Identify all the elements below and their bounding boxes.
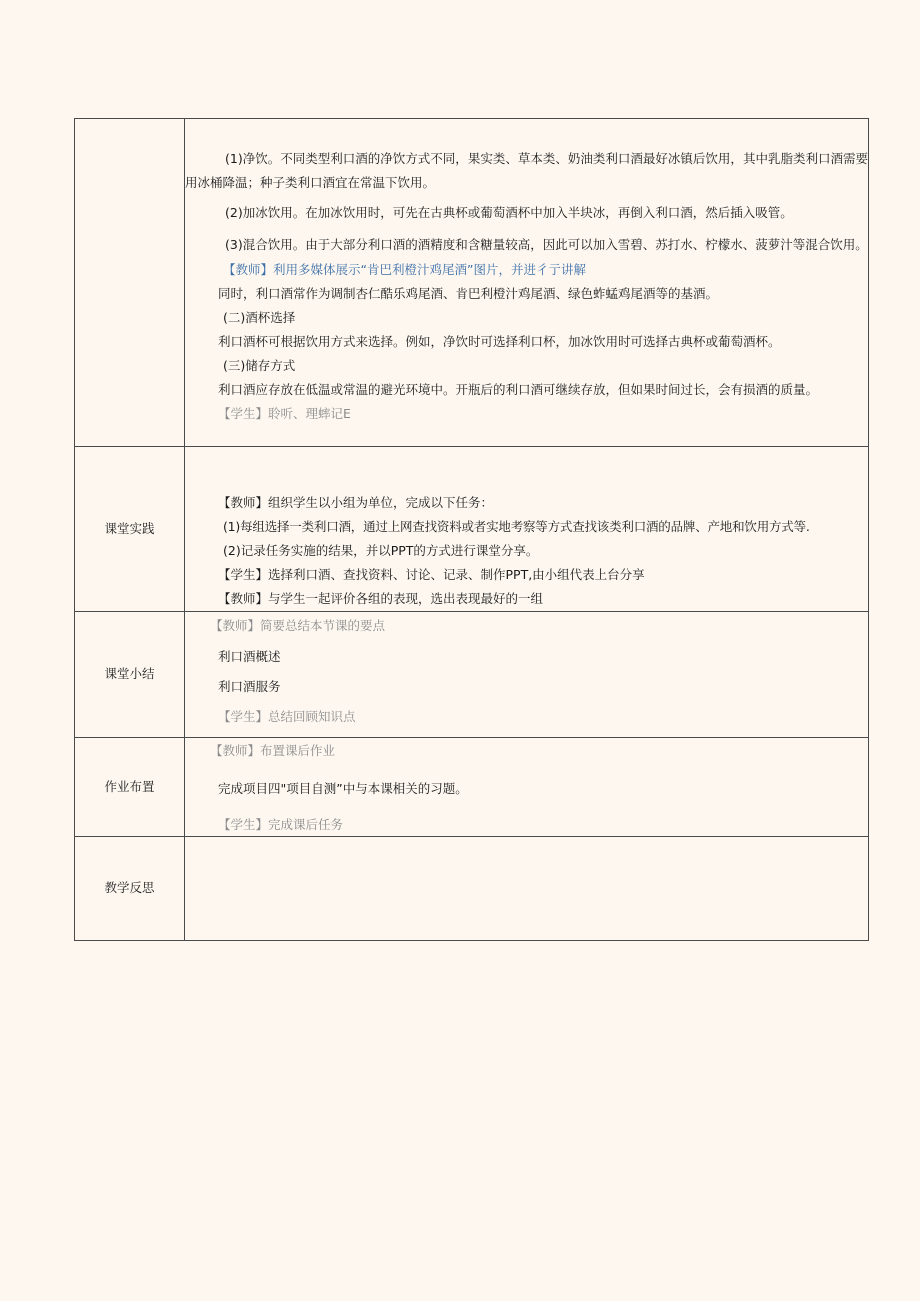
row-content — [185, 738, 869, 837]
row-content-empty — [185, 837, 869, 941]
lesson-plan-table — [74, 118, 869, 941]
row-label: 课堂实践 — [75, 447, 185, 612]
table-row — [75, 612, 869, 738]
teacher-task-text: 【教师】组织学生以小组为单位，完成以下任务： — [218, 495, 494, 510]
row-label: 作业布置 — [75, 738, 185, 837]
row-content — [185, 447, 869, 612]
glass-selection-heading: (二)酒杯选择 — [223, 310, 296, 325]
student-note: 【学生】聆听、理蟀记E — [218, 406, 351, 421]
summary-point-1: 利口酒概述 — [218, 649, 281, 664]
glass-selection-text: 利口酒杯可根据饮用方式来选择。例如，净饮时可选择利口杯，加冰饮用时可选择古典杯或葡萄酒杯。 — [218, 334, 781, 349]
teacher-summary-note: 【教师】简要总结本节课的要点 — [210, 618, 386, 633]
table-row — [75, 738, 869, 837]
row-label: 教学反思 — [75, 837, 185, 941]
row-content — [185, 612, 869, 738]
summary-point-2: 利口酒服务 — [218, 679, 281, 694]
row-content — [185, 119, 869, 447]
table-row — [75, 447, 869, 612]
row-label — [75, 119, 185, 447]
serving-neat-paragraph: (1)净饮。不同类型利口酒的净饮方式不同，果实类、草本类、奶油类利口酒最好冰镇后饮用，其中乳脂类利口酒需要用冰桶降温；种子类利口酒宜在常温下饮用。 — [185, 151, 868, 190]
homework-text: 完成项目四"项目自测”中与本课相关的习题。 — [218, 781, 468, 796]
task-item-2: (2)记录任务实施的结果，并以PPT的方式进行课堂分享。 — [223, 543, 539, 558]
teacher-homework-note: 【教师】布置课后作业 — [210, 743, 336, 758]
row-label: 课堂小结 — [75, 612, 185, 738]
student-homework-note: 【学生】完成课后任务 — [218, 817, 344, 832]
storage-heading: (三)储存方式 — [223, 358, 296, 373]
teacher-evaluation-text: 【教师】与学生一起评价各组的表现，选出表现最好的一组 — [218, 591, 544, 606]
student-activity-text: 【学生】选择利口酒、查找资料、讨论、记录、制作PPT,由小组代表上台分享 — [218, 567, 645, 582]
student-review-note: 【学生】总结回顾知识点 — [218, 709, 356, 724]
base-wine-text: 同时，利口酒常作为调制杏仁酷乐鸡尾酒、肯巴利橙汁鸡尾酒、绿色蚱蜢鸡尾酒等的基酒。 — [218, 286, 719, 301]
task-item-1: (1)每组选择一类利口酒，通过上网查找资料或者实地考察等方式查找该类利口酒的品牌、产地和饮用方式等. — [223, 519, 810, 534]
serving-ice-paragraph: (2)加冰饮用。在加冰饮用时，可先在古典杯或葡萄酒杯中加入半块冰，再倒入利口酒，然后插入吸管。 — [225, 205, 793, 220]
table-row — [75, 119, 869, 447]
table-row — [75, 837, 869, 941]
storage-text: 利口酒应存放在低温或常温的避光环境中。开瓶后的利口酒可继续存放，但如果时间过长，会有损酒的质量。 — [218, 382, 819, 397]
serving-mixed-paragraph: (3)混合饮用。由于大部分利口酒的酒精度和含糖量较高，因此可以加入雪碧、苏打水、柠檬水、菠萝汁等混合饮用。 — [225, 237, 868, 252]
teacher-note: 【教师】利用多媒体展示“肯巴利橙汁鸡尾酒”图片，并进彳亍讲解 — [223, 262, 586, 277]
